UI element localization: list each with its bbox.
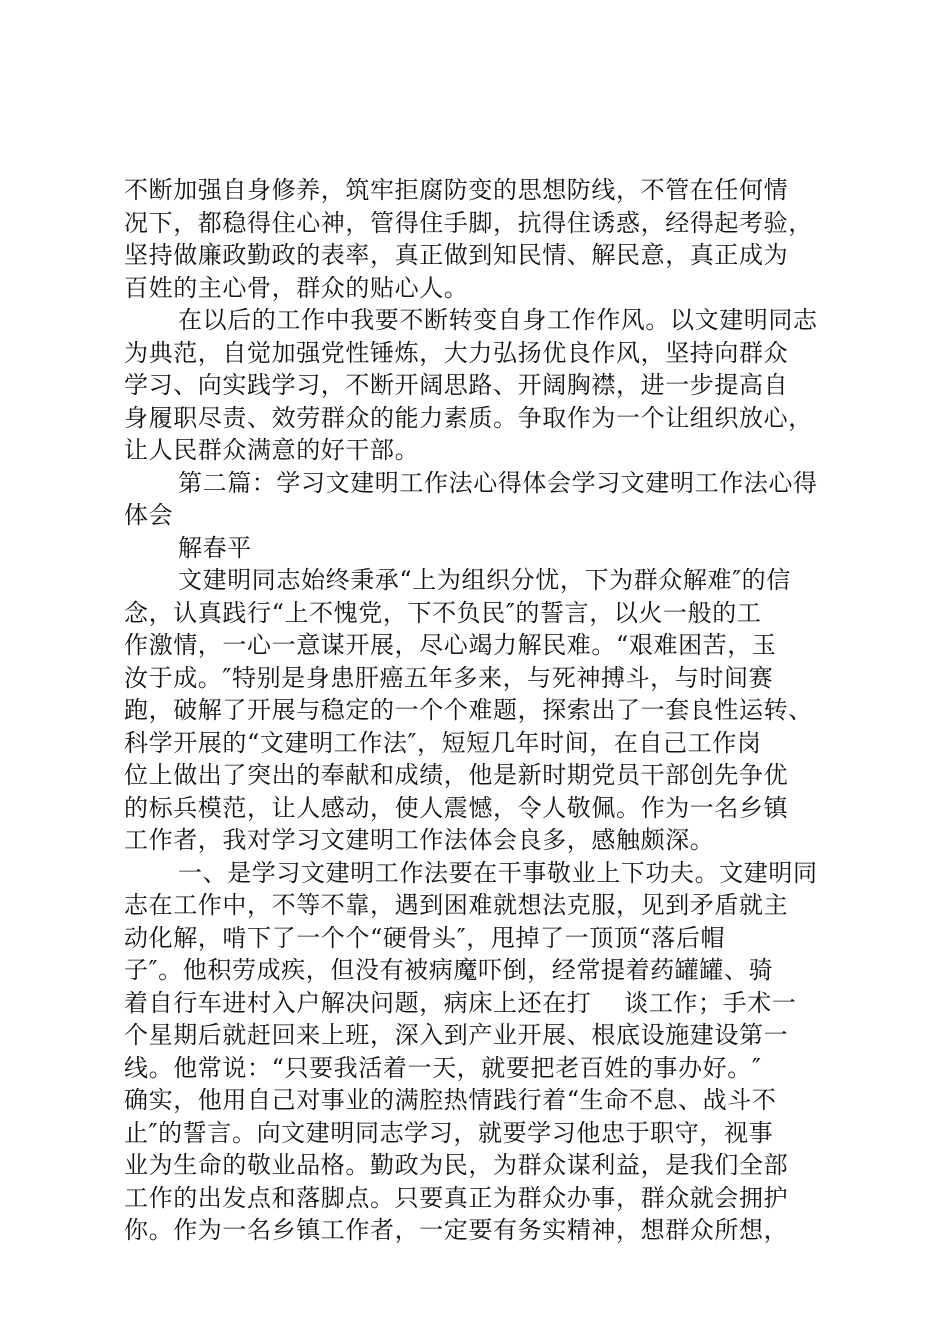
text-line: 为典范，自觉加强党性锤炼，大力弘扬优良作风，坚持向群众 <box>124 338 789 367</box>
text-line: 位上做出了突出的奉献和成绩，他是新时期党员干部创先争优 <box>124 761 789 789</box>
text-line: 坚持做廉政勤政的表率，真正做到知民情、解民意，真正成为 <box>124 241 789 269</box>
text-line: 止″的誓言。向文建明同志学习，就要学习他忠于职守，视事 <box>124 1118 774 1147</box>
text-line: 工作者，我对学习文建明工作法体会良多，感触颇深。 <box>124 826 715 854</box>
document-body <box>124 174 830 1247</box>
text-line: 让人民群众满意的好干部。 <box>124 436 420 464</box>
text-line: 子″。他积劳成疾，但没有被病魔吓倒，经常提着药罐罐、骑 <box>124 956 774 984</box>
text-line: 动化解，啃下了一个个“硬骨头″，甩掉了一顶顶“落后帽 <box>124 923 726 952</box>
text-line: 学习、向实践学习，不断开阔思路、开阔胸襟，进一步提高自 <box>124 371 789 399</box>
text-line: 跑，破解了开展与稳定的一个个难题，探索出了一套良性运转、 <box>124 696 813 724</box>
text-line: 你。作为一名乡镇工作者，一定要有务实精神，想群众所想， <box>124 1216 789 1244</box>
text-line: 百姓的主心骨，群众的贴心人。 <box>124 273 469 302</box>
text-line: 业为生命的敬业品格。勤政为民，为群众谋利益，是我们全部 <box>124 1151 789 1179</box>
text-line: 线。他常说：“只要我活着一天，就要把老百姓的事办好。″ <box>124 1053 762 1082</box>
text-line: 确实，他用自己对事业的满腔热情践行着“生命不息、战斗不 <box>124 1086 777 1114</box>
text-line: 不断加强自身修养，筑牢拒腐防变的思想防线，不管在任何情 <box>124 176 789 204</box>
text-line: 志在工作中，不等不靠，遇到困难就想法克服，见到矛盾就主 <box>124 891 789 919</box>
text-line: 科学开展的“文建明工作法″，短短几年时间，在自己工作岗 <box>124 728 762 757</box>
text-line: 解春平 <box>178 533 252 562</box>
text-line: 第二篇：学习文建明工作法心得体会学习文建明工作法心得 <box>178 468 818 497</box>
text-line: 况下，都稳得住心神，管得住手脚，抗得住诱惑，经得起考验， <box>124 208 813 237</box>
text-line: 个星期后就赶回来上班，深入到产业开展、根底设施建设第一 <box>124 1021 789 1049</box>
text-line: 在以后的工作中我要不断转变自身工作作风。以文建明同志 <box>178 306 818 334</box>
text-line: 汝于成。″特别是身患肝癌五年多来，与死神搏斗，与时间赛 <box>124 663 774 692</box>
text-line: 作激情，一心一意谋开展，尽心竭力解民难。“艰难困苦，玉 <box>124 631 777 659</box>
text-line: 体会 <box>124 501 174 529</box>
text-line: 身履职尽责、效劳群众的能力素质。争取作为一个让组织放心， <box>124 403 813 432</box>
text-line: 念，认真践行“上不愧党，下不负民″的誓言，以火一般的工 <box>124 598 762 627</box>
text-line: 工作的出发点和落脚点。只要真正为群众办事，群众就会拥护 <box>124 1183 789 1212</box>
text-line: 的标兵模范，让人感动，使人震憾，令人敬佩。作为一名乡镇 <box>124 793 789 822</box>
text-line: 着自行车进村入户解决问题，病床上还在打 谈工作；手术一 <box>124 988 797 1017</box>
text-line: 文建明同志始终秉承“上为组织分忧，下为群众解难″的信 <box>178 566 791 594</box>
text-line: 一、是学习文建明工作法要在干事敬业上下功夫。文建明同 <box>178 858 818 887</box>
